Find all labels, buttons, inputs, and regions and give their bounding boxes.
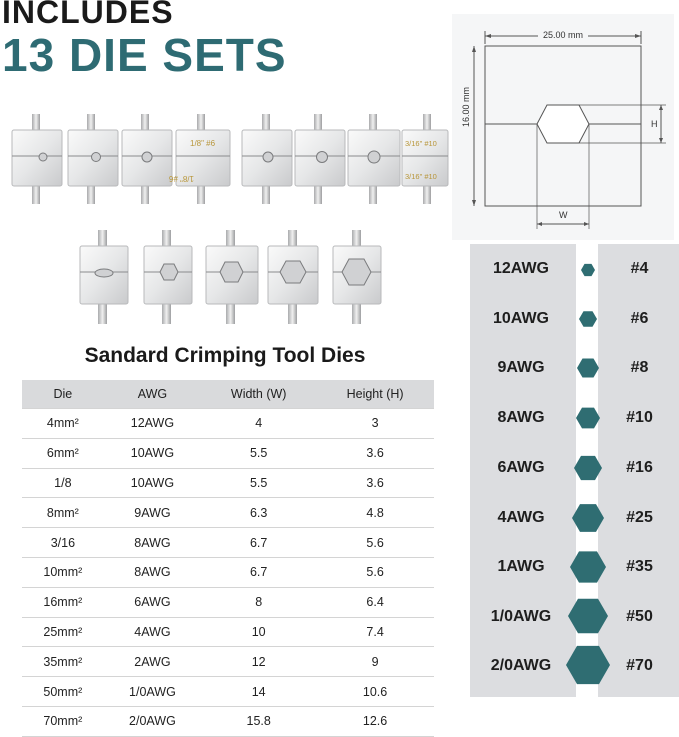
- die-16mm: [348, 114, 400, 204]
- hex-4awg-icon: [572, 504, 604, 532]
- cell-die: 3/16: [22, 528, 104, 558]
- table-row: [22, 617, 434, 647]
- die-sets-illustration: [0, 100, 450, 330]
- table-row: [22, 706, 434, 736]
- cell-die: 6mm²: [22, 438, 104, 468]
- cell-die: 10mm²: [22, 557, 104, 587]
- cell-awg: 1/0AWG: [104, 677, 201, 707]
- cell-awg: 12AWG: [104, 409, 201, 439]
- cell-awg: 2AWG: [104, 647, 201, 677]
- col-header-die: Die: [22, 380, 104, 409]
- table-row: [22, 557, 434, 587]
- cell-die: 50mm²: [22, 677, 104, 707]
- headline-die-sets: 13 DIE SETS: [2, 29, 287, 81]
- hex-6awg-icon: [574, 456, 602, 480]
- table-row: [22, 468, 434, 498]
- cell-awg: 10AWG: [104, 468, 201, 498]
- cell-die: 1/8: [22, 468, 104, 498]
- die-engraving-1-8-bottom: 1/8" #6: [168, 174, 194, 183]
- cell-height: 12.6: [316, 706, 434, 736]
- cell-awg: 8AWG: [104, 557, 201, 587]
- h-label: H: [651, 119, 658, 129]
- hex-9awg-icon: [577, 359, 599, 378]
- cell-height: 9: [316, 647, 434, 677]
- awg-label: 8AWG: [497, 409, 545, 426]
- awg-number: #25: [626, 509, 653, 526]
- die-engraving-3-16-bottom: 3/16" #10: [405, 172, 437, 181]
- die-8mm: [122, 114, 172, 204]
- cell-height: 3.6: [316, 438, 434, 468]
- awg-hex-column: [560, 244, 616, 697]
- cell-width: 4: [201, 409, 316, 439]
- die-3-16: [242, 114, 292, 204]
- cell-width: 6.3: [201, 498, 316, 528]
- cell-awg: 8AWG: [104, 528, 201, 558]
- awg-number: #8: [630, 359, 649, 376]
- awg-number: #16: [626, 459, 653, 476]
- awg-number: #6: [630, 310, 649, 327]
- cell-height: 3: [316, 409, 434, 439]
- hex-12awg-icon: [581, 264, 595, 276]
- table-row: [22, 528, 434, 558]
- awg-label: 1/0AWG: [490, 608, 552, 625]
- die-large-2: [333, 230, 381, 324]
- die-35mm: [80, 230, 128, 324]
- cell-width: 12: [201, 647, 316, 677]
- cell-height: 10.6: [316, 677, 434, 707]
- cell-width: 5.5: [201, 438, 316, 468]
- spec-table: [22, 380, 434, 737]
- cell-width: 6.7: [201, 557, 316, 587]
- die-70mm: [206, 230, 258, 324]
- cell-awg: 9AWG: [104, 498, 201, 528]
- awg-number: #35: [626, 558, 653, 575]
- table-row: [22, 438, 434, 468]
- awg-label: 2/0AWG: [490, 657, 552, 674]
- cell-awg: 2/0AWG: [104, 706, 201, 736]
- cell-awg: 10AWG: [104, 438, 201, 468]
- col-header-awg: AWG: [104, 380, 201, 409]
- hex-10awg-icon: [579, 311, 597, 327]
- awg-number: #50: [626, 608, 653, 625]
- die-engraving-3-16: 3/16" #10: [405, 139, 437, 148]
- cell-height: 5.6: [316, 528, 434, 558]
- cell-width: 14: [201, 677, 316, 707]
- hex-1awg-icon: [570, 551, 606, 582]
- width-dimension-label: 25.00 mm: [542, 30, 584, 40]
- table-row: [22, 647, 434, 677]
- awg-label: 10AWG: [492, 310, 549, 327]
- die-large-1: [268, 230, 318, 324]
- hex-2-0awg-icon: [566, 646, 610, 684]
- cell-height: 7.4: [316, 617, 434, 647]
- table-row: [22, 409, 434, 439]
- cell-height: 5.6: [316, 557, 434, 587]
- cell-die: 25mm²: [22, 617, 104, 647]
- awg-label: 6AWG: [497, 459, 545, 476]
- cell-width: 8: [201, 587, 316, 617]
- cell-die: 70mm²: [22, 706, 104, 736]
- awg-label: 12AWG: [492, 260, 549, 277]
- cell-width: 5.5: [201, 468, 316, 498]
- headline-includes: INCLUDES: [2, 0, 174, 30]
- w-label: W: [559, 210, 568, 220]
- awg-label: 1AWG: [497, 558, 545, 575]
- awg-label: 4AWG: [497, 509, 545, 526]
- col-header-height: Height (H): [316, 380, 434, 409]
- die-engraving-1-8: 1/8" #6: [190, 139, 216, 148]
- cell-die: 35mm²: [22, 647, 104, 677]
- cell-die: 4mm²: [22, 409, 104, 439]
- dimension-diagram: [452, 14, 674, 240]
- awg-number: #10: [626, 409, 653, 426]
- cell-die: 16mm²: [22, 587, 104, 617]
- cell-die: 8mm²: [22, 498, 104, 528]
- hex-8awg-icon: [576, 408, 600, 429]
- die-4mm: [12, 114, 62, 204]
- table-row: [22, 587, 434, 617]
- height-dimension-label: 16.00 mm: [461, 86, 471, 128]
- die-10mm: [295, 114, 345, 204]
- awg-label: 9AWG: [497, 359, 545, 376]
- table-header-row: [22, 380, 434, 409]
- die-50mm: [144, 230, 192, 324]
- table-row: [22, 498, 434, 528]
- cell-height: 3.6: [316, 468, 434, 498]
- cell-height: 4.8: [316, 498, 434, 528]
- awg-number: #4: [630, 260, 649, 277]
- cell-awg: 4AWG: [104, 617, 201, 647]
- col-header-width: Width (W): [201, 380, 316, 409]
- cell-width: 10: [201, 617, 316, 647]
- hex-1-0awg-icon: [568, 599, 608, 634]
- cell-height: 6.4: [316, 587, 434, 617]
- die-25mm: [402, 114, 448, 204]
- cell-width: 6.7: [201, 528, 316, 558]
- cell-awg: 6AWG: [104, 587, 201, 617]
- die-1-8: [168, 114, 230, 204]
- table-row: [22, 677, 434, 707]
- cell-width: 15.8: [201, 706, 316, 736]
- awg-number: #70: [626, 657, 653, 674]
- table-title: Sandard Crimping Tool Dies: [84, 344, 366, 367]
- die-6mm: [68, 114, 118, 204]
